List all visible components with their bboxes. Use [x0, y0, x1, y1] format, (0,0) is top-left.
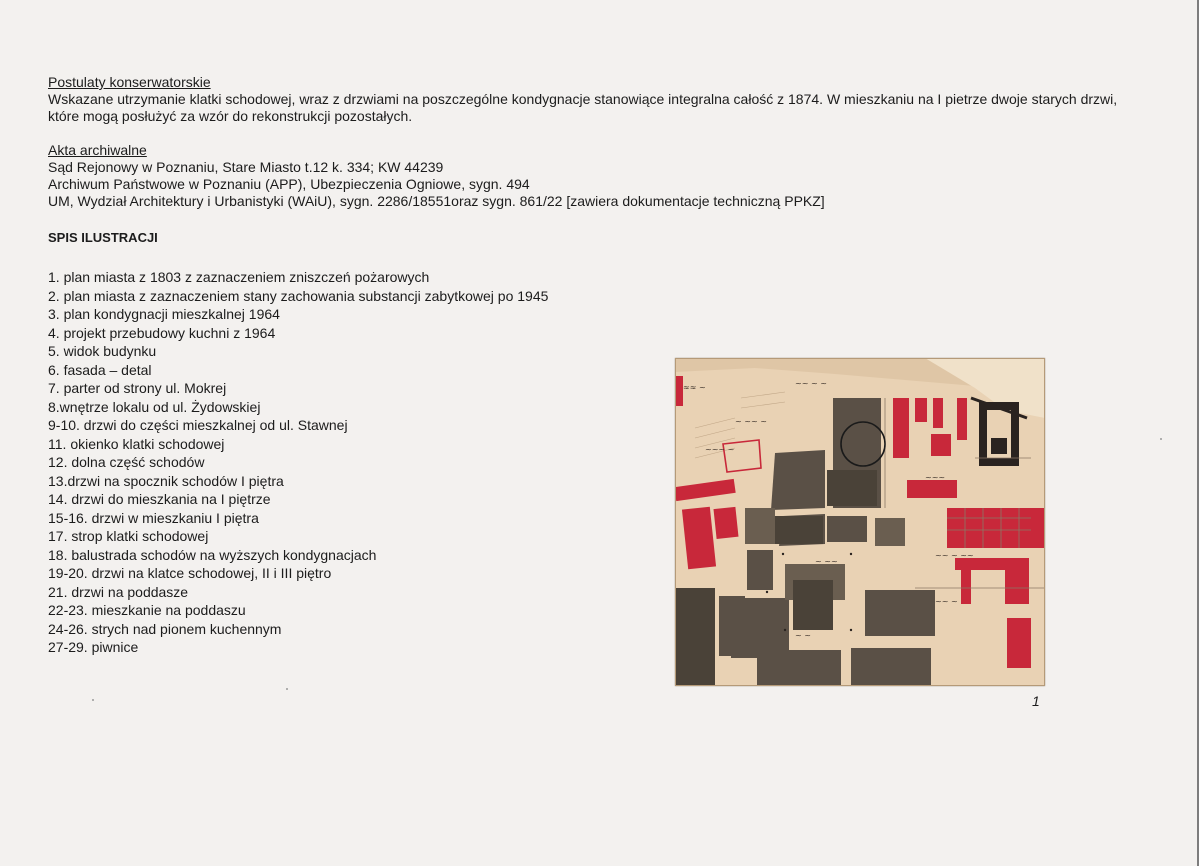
archive-line: Archiwum Państwowe w Poznaniu (APP), Ubezpieczenia Ogniowe, sygn. 494: [48, 176, 530, 192]
svg-text:~~ ~: ~~ ~: [935, 597, 958, 606]
list-item: 19-20. drzwi na klatce schodowej, II i III piętro: [48, 565, 332, 581]
list-item: 4. projekt przebudowy kuchni z 1964: [48, 324, 276, 341]
scan-speck: [92, 699, 94, 701]
svg-text:~~ ~ ~: ~~ ~ ~: [795, 379, 827, 388]
list-item: 12. dolna część schodów: [48, 454, 205, 470]
city-plan-drawing: [675, 358, 1045, 686]
list-item: 1. plan miasta z 1803 z zaznaczeniem zniszczeń pożarowych: [48, 269, 430, 285]
list-item: 14. drzwi do mieszkania na I piętrze: [48, 491, 271, 507]
illustrations-heading: SPIS ILUSTRACJI: [48, 230, 158, 245]
list-item: 21. drzwi na poddasze: [48, 583, 189, 600]
list-item: 22-23. mieszkanie na poddaszu: [48, 602, 246, 618]
svg-text:~ ~: ~ ~: [795, 631, 811, 640]
list-item: 11. okienko klatki schodowej: [48, 435, 225, 452]
svg-text:~ ~~: ~ ~~: [815, 557, 838, 566]
page-number: 1: [1032, 693, 1040, 709]
conservation-heading: Postulaty konserwatorskie: [48, 74, 211, 90]
list-item: 13.drzwi na spocznik schodów I piętra: [48, 472, 284, 489]
archive-line: UM, Wydział Architektury i Urbanistyki (WAiU), sygn. 2286/18551oraz sygn. 861/22 [zawiera dokumentacje techniczną PPKZ]: [48, 193, 825, 209]
archive-line: Sąd Rejonowy w Poznaniu, Stare Miasto t.12 k. 334; KW 44239: [48, 159, 444, 175]
conservation-text: Wskazane utrzymanie klatki schodowej, wraz z drzwiami na poszczególne kondygnacje stanowiące integralna całość z 1874. W mieszkaniu na I pietrze dwoje starych drzwi, które mogą posłużyć za wzór do rekonstrukcji pozostałych.: [48, 91, 1118, 124]
scan-speck: [1160, 438, 1162, 440]
list-item: 7. parter od strony ul. Mokrej: [48, 380, 227, 396]
svg-text:≈≈ ~: ≈≈ ~: [683, 383, 706, 392]
list-item: 9-10. drzwi do części mieszkalnej od ul. Stawnej: [48, 417, 348, 433]
list-item: 6. fasada – detal: [48, 361, 152, 378]
list-item: 2. plan miasta z zaznaczeniem stany zachowania substancji zabytkowej po 1945: [48, 287, 549, 304]
archives-heading: Akta archiwalne: [48, 142, 147, 158]
historic-city-map-image: [675, 358, 1045, 686]
list-item: 8.wnętrze lokalu od ul. Żydowskiej: [48, 398, 261, 415]
list-item: 5. widok budynku: [48, 343, 157, 359]
list-item: 3. plan kondygnacji mieszkalnej 1964: [48, 306, 280, 322]
list-item: 18. balustrada schodów na wyższych kondygnacjach: [48, 546, 377, 563]
list-item: 27-29. piwnice: [48, 639, 139, 655]
list-item: 17. strop klatki schodowej: [48, 528, 209, 544]
scan-speck: [286, 688, 288, 690]
list-item: 24-26. strych nad pionem kuchennym: [48, 620, 282, 637]
svg-text:~ ~~ ~: ~ ~~ ~: [735, 417, 767, 426]
list-item: 15-16. drzwi w mieszkaniu I piętra: [48, 509, 259, 526]
svg-text:~~ ~ ~~: ~~ ~ ~~: [935, 551, 974, 560]
svg-text:~~~ ~: ~~~ ~: [705, 445, 735, 454]
svg-text:~~~: ~~~: [925, 473, 946, 482]
